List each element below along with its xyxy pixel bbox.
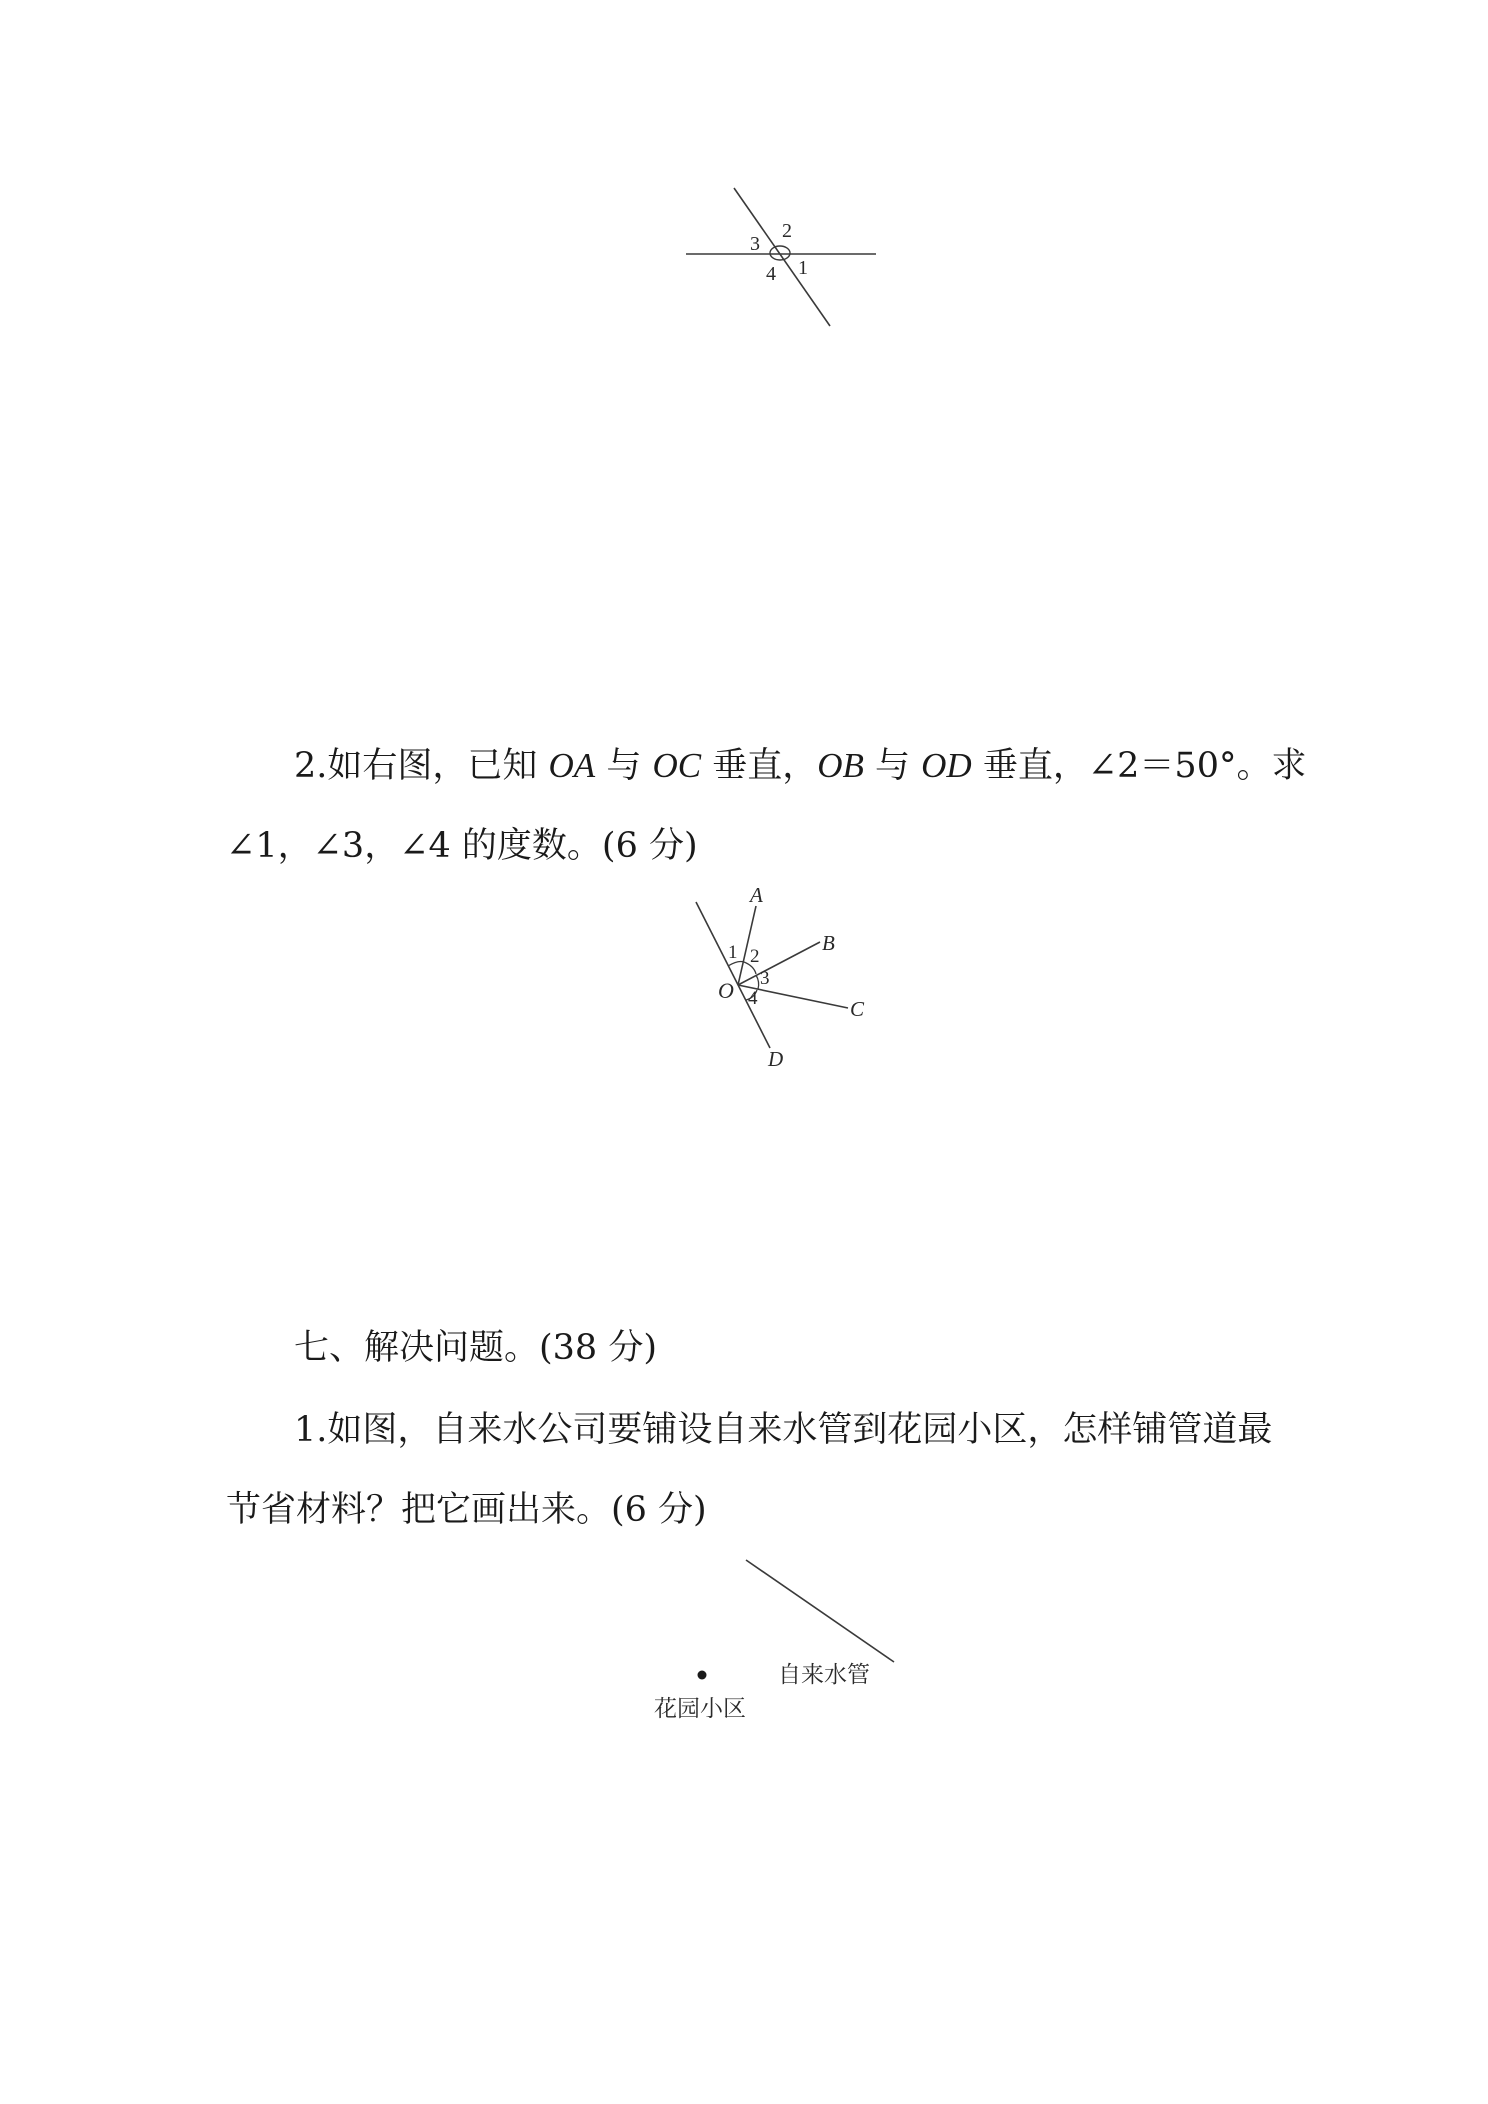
angle-label-2: 2 xyxy=(750,946,760,967)
question-1-line-2: 节省材料？把它画出来。(6 分) xyxy=(226,1490,707,1530)
garden-point xyxy=(698,1671,707,1680)
question-2-line-2: ∠1，∠3，∠4 的度数。(6 分) xyxy=(226,826,698,866)
angle-label-4: 4 xyxy=(766,263,776,285)
angle-label-3: 3 xyxy=(750,233,760,255)
angle-label-3: 3 xyxy=(760,968,770,989)
water-pipe-line xyxy=(746,1560,894,1662)
point-label-o: O xyxy=(718,978,734,1003)
question-1-line-1: 1.如图，自来水公司要铺设自来水管到花园小区，怎样铺管道最 xyxy=(294,1410,1273,1450)
angle-label-4: 4 xyxy=(748,988,758,1009)
angle-label-2: 2 xyxy=(782,220,792,242)
angle-label-1: 1 xyxy=(728,942,738,963)
angle-label-1: 1 xyxy=(798,257,808,279)
pipe-label: 自来水管 xyxy=(778,1662,870,1687)
point-label-d: D xyxy=(768,1047,784,1071)
garden-label: 花园小区 xyxy=(654,1696,746,1721)
point-label-b: B xyxy=(822,931,835,955)
question-2-line-1: 2.如右图，已知 OA 与 OC 垂直，OB 与 OD 垂直，∠2＝50°。求 xyxy=(294,746,1307,786)
point-label-a: A xyxy=(750,883,763,907)
section-7-heading: 七、解决问题。(38 分) xyxy=(294,1328,657,1368)
point-label-c: C xyxy=(850,997,865,1021)
